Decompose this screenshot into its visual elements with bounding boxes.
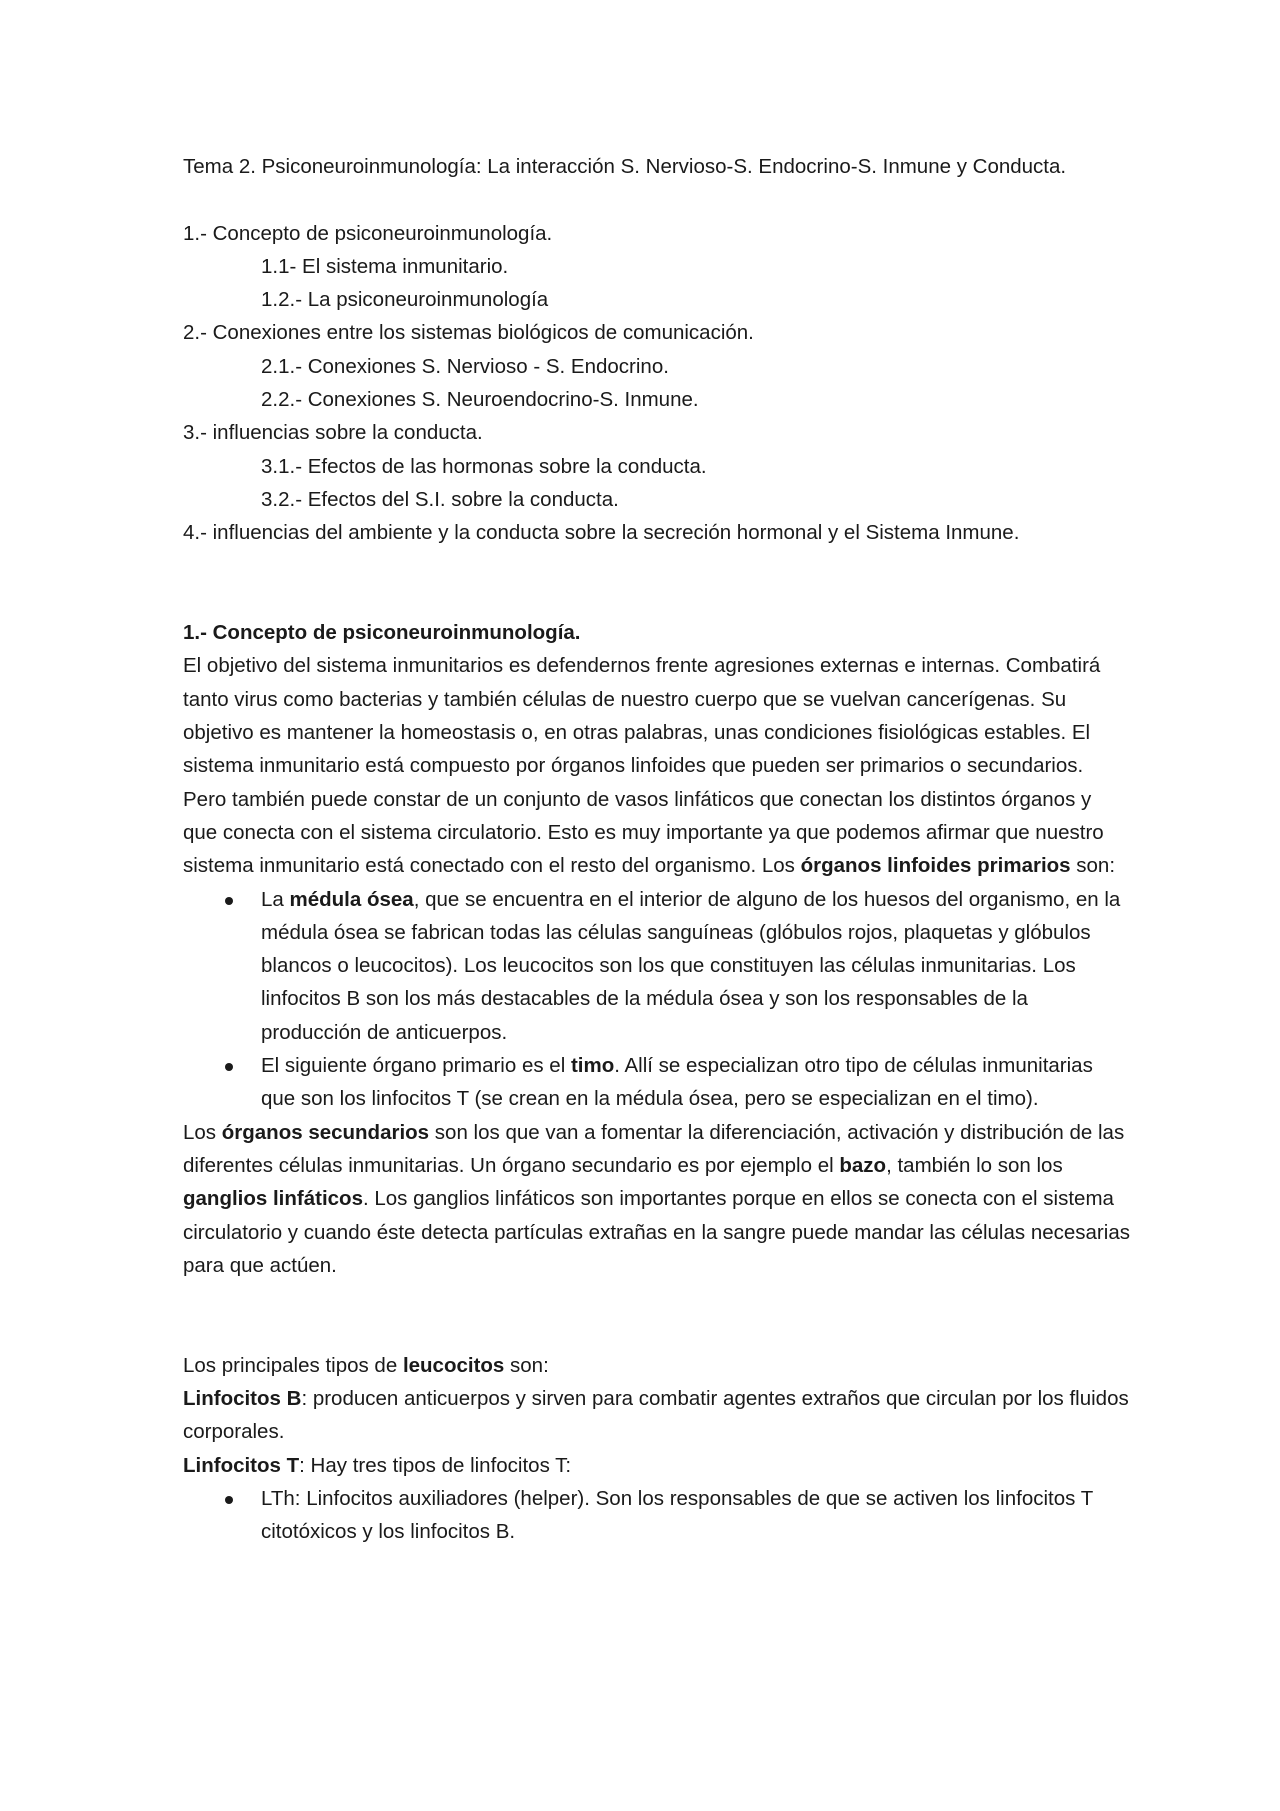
intro-paragraph <box>183 649 1130 882</box>
text: son los que van a fomentar la diferenciación, activación y distribución de las diferentes células inmunitarias. Un órgano secundario es por ejemplo el <box>183 1120 1125 1177</box>
item-text: . Allí se especializan otro tipo de células inmunitarias que son los linfocitos T (se crean en la médula ósea, pero se especializan en el timo). <box>261 1054 1093 1111</box>
bold-text: Linfocitos T <box>183 1453 300 1477</box>
list-item <box>183 1482 1130 1549</box>
text: : producen anticuerpos y sirven para combatir agentes extraños que circulan por los fluidos corporales. <box>183 1386 1129 1444</box>
document-title: Tema 2. Psiconeuroinmunología: La interacción S. Nervioso-S. Endocrino-S. Inmune y Conducta. <box>183 155 1067 178</box>
t-types-list <box>183 1482 1130 1549</box>
secondary-organs-paragraph <box>183 1116 1130 1282</box>
bold-text: Linfocitos B <box>183 1386 302 1410</box>
text: son: <box>504 1353 549 1377</box>
item-text: La <box>261 887 290 911</box>
item-text: LTh: Linfocitos auxiliadores (helper). Son los responsables de que se activen los linfocitos T citotóxicos y los linfocitos B. <box>261 1486 1093 1544</box>
bold-text: bazo <box>839 1153 887 1177</box>
text: . Los ganglios linfáticos son importantes porque en ellos se conecta con el sistema circulatorio y cuando éste detecta partículas extrañas en la sangre puede mandar las células necesarias para que actúen. <box>183 1187 1130 1277</box>
toc-item-1-1: 1.1- El sistema inmunitario. <box>261 254 509 278</box>
primary-organs-list <box>183 883 1130 1116</box>
list-item <box>183 883 1130 1049</box>
item-text: El siguiente órgano primario es el <box>261 1054 571 1078</box>
text: Los principales tipos de <box>183 1353 403 1377</box>
toc-item-1: 1.- Concepto de psiconeuroinmunología. <box>183 221 553 245</box>
intro-bold: órganos linfoides primarios <box>800 854 1071 878</box>
text: : Hay tres tipos de linfocitos T: <box>299 1453 572 1477</box>
section-heading: 1.- Concepto de psiconeuroinmunología. <box>183 621 581 645</box>
toc-item-3-1: 3.1.- Efectos de las hormonas sobre la conducta. <box>261 454 707 478</box>
item-text: , que se encuentra en el interior de alguno de los huesos del organismo, en la médula ósea se fabrican todas las células sanguíneas (glóbulos rojos, plaquetas y glóbulos blancos o leucocitos). Los leucocitos son los que constituyen las células inmunitarias. Los linfocitos B son los más destacables de la médula ósea y son los responsables de la producción de anticuerpos. <box>261 887 1121 1044</box>
linfocitos-t-paragraph <box>183 1449 1130 1482</box>
text: , también lo son los <box>886 1153 1063 1177</box>
item-bold: médula ósea <box>289 887 414 911</box>
bold-text: ganglios linfáticos <box>183 1187 363 1211</box>
intro-text: El objetivo del sistema inmunitarios es defendernos frente agresiones externas e internas. Combatirá tanto virus como bacterias y también células de nuestro cuerpo que se vuelvan cancerígenas. Su objetivo es mantener la homeostasis o, en otras palabras, unas condiciones fisiológicas estables. El sistema inmunitario está compuesto por órganos linfoides que pueden ser primarios o secundarios. Pero también puede constar de un conjunto de vasos linfáticos que conectan los distintos órganos y que conecta con el sistema circulatorio. Esto es muy importante ya que podemos afirmar que nuestro sistema inmunitario está conectado con el resto del organismo. Los <box>183 654 1104 878</box>
toc-item-4: 4.- influencias del ambiente y la conducta sobre la secreción hormonal y el Sistema Inmune. <box>183 521 1020 545</box>
item-bold: timo <box>570 1054 615 1078</box>
toc-item-3: 3.- influencias sobre la conducta. <box>183 421 483 445</box>
text: Los <box>183 1120 222 1144</box>
spacer <box>183 1282 1130 1349</box>
list-item <box>183 1049 1130 1116</box>
toc-item-2-2: 2.2.- Conexiones S. Neuroendocrino-S. Inmune. <box>261 388 699 412</box>
bold-text: órganos secundarios <box>221 1120 430 1144</box>
bullet-icon <box>225 897 233 905</box>
toc-item-3-2: 3.2.- Efectos del S.I. sobre la conducta. <box>261 487 619 511</box>
leucocitos-intro <box>183 1349 1130 1382</box>
linfocitos-b-paragraph <box>183 1382 1130 1449</box>
table-of-contents <box>183 217 1130 550</box>
bullet-icon <box>225 1063 233 1071</box>
spacer <box>183 550 1130 617</box>
intro-end: son: <box>1070 854 1116 878</box>
toc-item-2-1: 2.1.- Conexiones S. Nervioso - S. Endocrino. <box>261 354 669 378</box>
bold-text: leucocitos <box>402 1353 505 1377</box>
bullet-icon <box>225 1496 233 1504</box>
toc-item-1-2: 1.2.- La psiconeuroinmunología <box>261 288 549 312</box>
toc-item-2: 2.- Conexiones entre los sistemas biológicos de comunicación. <box>183 321 754 345</box>
